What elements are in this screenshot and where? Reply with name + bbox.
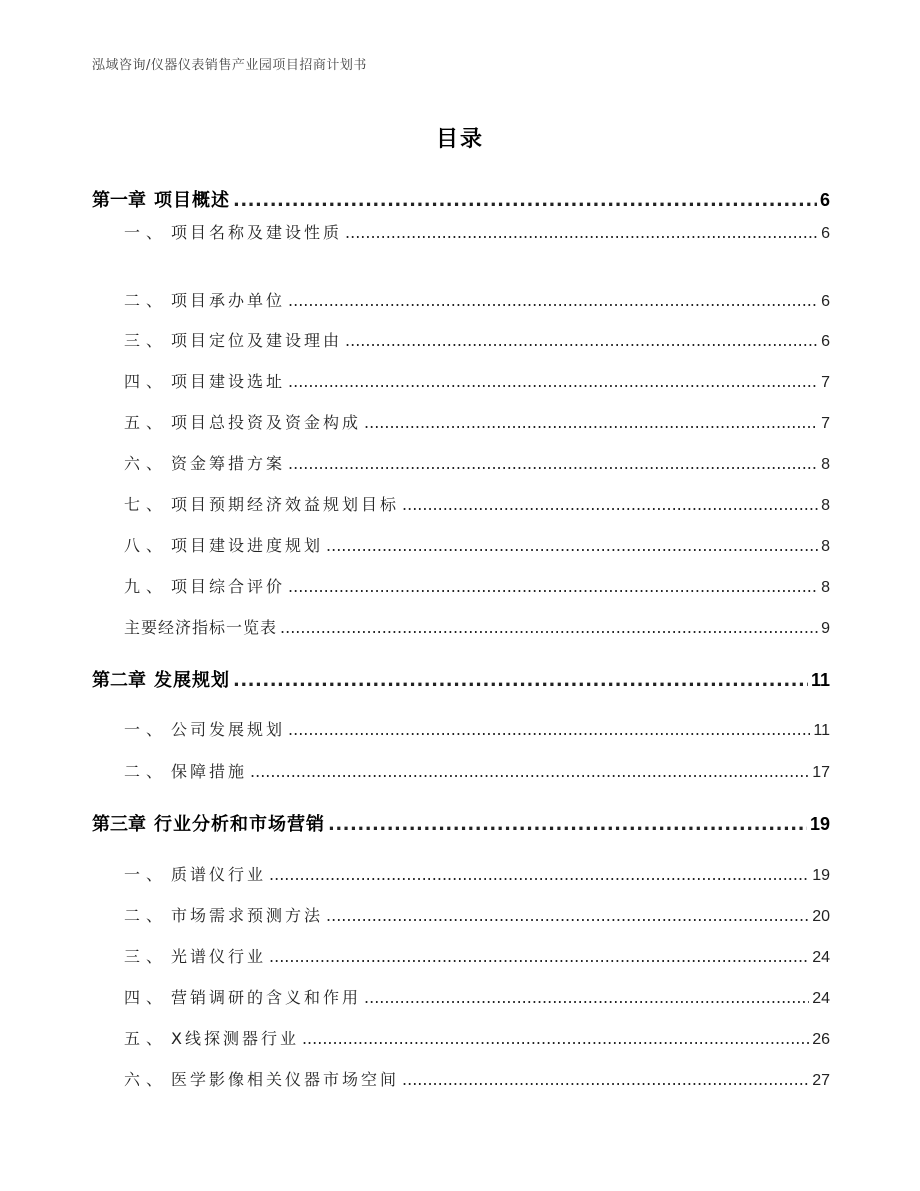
toc-entry-section[interactable]: [124, 451, 830, 474]
toc-leader-dots: [402, 495, 818, 514]
toc-entry-number: 三、: [124, 947, 169, 966]
toc-entry-page: 17: [812, 764, 830, 781]
toc-entry-section[interactable]: [124, 1067, 830, 1090]
toc-entry-chapter-3[interactable]: [92, 810, 830, 836]
toc-entry-number: 第三章: [92, 814, 146, 835]
toc-entry-label: 项目总投资及资金构成: [171, 413, 362, 432]
toc-entry-label: 项目概述: [154, 190, 230, 211]
toc-leader-dots: [269, 865, 809, 884]
toc-entry-number: 六、: [124, 454, 169, 473]
toc-entry-section[interactable]: [124, 759, 830, 782]
running-header: 泓域咨询/仪器仪表销售产业园项目招商计划书: [92, 58, 367, 73]
toc-leader-dots: [328, 814, 807, 835]
toc-entry-page: 20: [812, 908, 830, 925]
toc-entry-label: 医学影像相关仪器市场空间: [171, 1070, 400, 1089]
toc-leader-dots: [269, 947, 809, 966]
toc-entry-label: 项目定位及建设理由: [171, 331, 343, 350]
toc-entry-number: 三、: [124, 331, 169, 350]
toc-entry-section[interactable]: [124, 574, 830, 597]
toc-entry-number: 二、: [124, 906, 169, 925]
toc-entry-number: 八、: [124, 536, 169, 555]
toc-leader-dots: [326, 906, 809, 925]
toc-entry-label: 保障措施: [171, 762, 248, 781]
toc-entry-page: 11: [813, 722, 830, 739]
toc-entry-label: 项目承办单位: [171, 291, 286, 310]
toc-entry-number: 五、: [124, 413, 169, 432]
toc-entry-chapter-2[interactable]: [92, 666, 830, 692]
toc-entry-page: 8: [821, 497, 830, 514]
toc-entry-page: 24: [812, 949, 830, 966]
toc-entry-section[interactable]: [124, 717, 830, 740]
toc-entry-label: 主要经济指标一览表: [124, 618, 278, 637]
toc-entry-label: 公司发展规划: [171, 720, 286, 739]
toc-entry-label: 行业分析和市场营销: [154, 814, 325, 835]
toc-entry-number: 二、: [124, 291, 169, 310]
toc-entry-section[interactable]: [124, 1026, 830, 1049]
toc-leader-dots: [302, 1029, 809, 1048]
toc-entry-label: 项目名称及建设性质: [171, 223, 343, 242]
toc-entry-page: 19: [812, 867, 830, 884]
toc-entry-page: 8: [821, 579, 830, 596]
toc-leader-dots: [288, 720, 810, 739]
toc-entry-page: 7: [821, 415, 830, 432]
toc-leader-dots: [288, 372, 818, 391]
toc-entry-page: 24: [812, 990, 830, 1007]
toc-leader-dots: [345, 331, 818, 350]
toc-leader-dots: [250, 762, 809, 781]
toc-entry-label: 营销调研的含义和作用: [171, 988, 362, 1007]
toc-entry-page: 27: [812, 1072, 830, 1089]
toc-entry-number: 七、: [124, 495, 169, 514]
toc-entry-number: 第一章: [92, 190, 146, 211]
toc-entry-number: 九、: [124, 577, 169, 596]
toc-entry-section[interactable]: [124, 944, 830, 967]
toc-entry-label: 发展规划: [154, 670, 230, 691]
toc-leader-dots: [288, 577, 818, 596]
toc-entry-number: 五、: [124, 1029, 169, 1048]
toc-entry-label: 项目建设选址: [171, 372, 286, 391]
toc-leader-dots: [233, 190, 817, 211]
toc-entry-section[interactable]: [124, 220, 830, 243]
toc-entry-page: 8: [821, 456, 830, 473]
toc-entry-label: 市场需求预测方法: [171, 906, 324, 925]
toc-entry-page: 19: [809, 814, 830, 834]
toc-entry-label: 资金筹措方案: [171, 454, 286, 473]
toc-leader-dots: [364, 988, 809, 1007]
toc-entry-label: 项目预期经济效益规划目标: [171, 495, 400, 514]
toc-title: 目录: [435, 127, 484, 152]
toc-leader-dots: [364, 413, 818, 432]
toc-entry-section[interactable]: [124, 288, 830, 311]
toc-entry-page: 6: [821, 293, 830, 310]
toc-entry-page: 9: [821, 620, 830, 637]
toc-leader-dots: [233, 670, 808, 691]
toc-entry-number: 第二章: [92, 670, 146, 691]
toc-entry-page: 7: [821, 374, 830, 391]
toc-entry-section[interactable]: [124, 410, 830, 433]
toc-entry-number: 二、: [124, 762, 169, 781]
toc-leader-dots: [326, 536, 818, 555]
toc-entry-section[interactable]: [124, 615, 830, 638]
toc-entry-section[interactable]: [124, 862, 830, 885]
toc-entry-label: 质谱仪行业: [171, 865, 267, 884]
toc-entry-label: X线探测器行业: [171, 1029, 299, 1048]
toc-leader-dots: [288, 291, 818, 310]
toc-entry-section[interactable]: [124, 533, 830, 556]
toc-entry-label: 光谱仪行业: [171, 947, 267, 966]
toc-entry-section[interactable]: [124, 903, 830, 926]
toc-entry-number: 一、: [124, 865, 169, 884]
toc-entry-number: 四、: [124, 988, 169, 1007]
toc-entry-page: 6: [821, 225, 830, 242]
toc-entry-page: 6: [819, 190, 830, 210]
toc-entry-number: 六、: [124, 1070, 169, 1089]
toc-entry-chapter-1[interactable]: [92, 186, 830, 212]
toc-entry-number: 四、: [124, 372, 169, 391]
toc-entry-page: 6: [821, 333, 830, 350]
toc-entry-page: 8: [821, 538, 830, 555]
toc-entry-number: 一、: [124, 223, 169, 242]
toc-entry-section[interactable]: [124, 985, 830, 1008]
toc-entry-page: 26: [812, 1031, 830, 1048]
toc-entry-number: 一、: [124, 720, 169, 739]
toc-entry-label: 项目建设进度规划: [171, 536, 324, 555]
toc-entry-section[interactable]: [124, 328, 830, 351]
toc-leader-dots: [288, 454, 818, 473]
toc-leader-dots: [280, 618, 818, 637]
toc-entry-label: 项目综合评价: [171, 577, 286, 596]
toc-leader-dots: [402, 1070, 809, 1089]
toc-leader-dots: [345, 223, 818, 242]
toc-entry-page: 11: [810, 670, 830, 690]
toc-entry-section[interactable]: [124, 492, 830, 515]
toc-entry-section[interactable]: [124, 369, 830, 392]
